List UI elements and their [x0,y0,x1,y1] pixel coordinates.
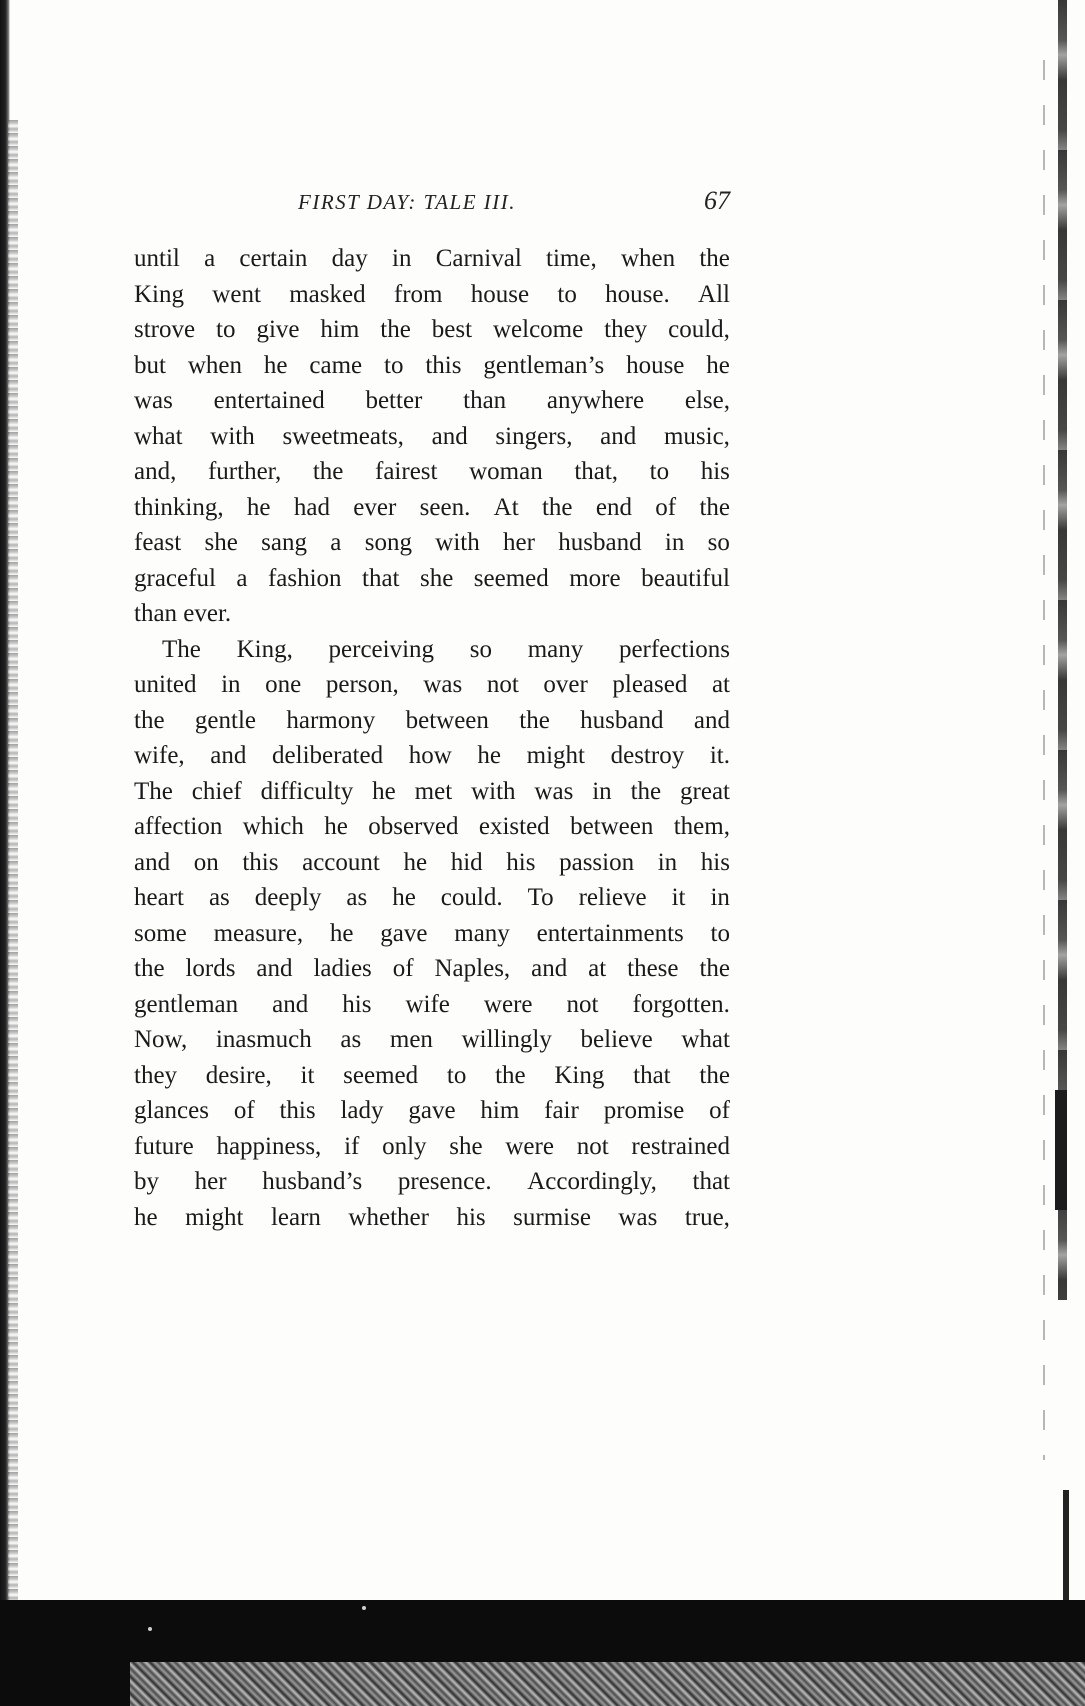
running-head [132,186,732,222]
text-line: wife, and deliberated how he might destroy it. [134,742,730,769]
text-line: strove to give him the best welcome they could, [134,316,730,343]
scan-speck [362,1606,366,1610]
text-line: some measure, he gave many entertainments to [134,919,730,947]
text-line: affection which he observed existed between them, [134,813,730,840]
scan-speck [148,1627,152,1631]
text-line: they desire, it seemed to the King that the [134,1061,730,1089]
text-line: feast she sang a song with her husband in so [134,529,730,556]
text-line: King went masked from house to house. All [134,280,730,308]
text-line: heart as deeply as he could. To relieve it in [134,884,730,911]
text-line: future happiness, if only she were not restrained [134,1132,730,1160]
text-line: what with sweetmeats, and singers, and music, [134,422,730,450]
scan-left-edge-fray [8,120,18,1600]
text-line: but when he came to this gentleman’s house he [134,351,730,379]
text-line: Now, inasmuch as men willingly believe what [134,1026,730,1053]
text-line: the gentle harmony between the husband and [134,706,730,734]
text-line: was entertained better than anywhere else, [134,387,730,414]
text-line: by her husband’s presence. Accordingly, that [134,1168,730,1195]
text-line: glances of this lady gave him fair promise of [134,1097,730,1124]
text-line: until a certain day in Carnival time, when the [134,245,730,272]
text-line: he might learn whether his surmise was true, [134,1203,730,1231]
text-line: united in one person, was not over pleased at [134,671,730,698]
text-line: than ever. [134,600,232,627]
page-number: 67 [704,186,730,215]
text-line: the lords and ladies of Naples, and at these the [134,955,730,982]
text-line: graceful a fashion that she seemed more beautiful [134,564,730,592]
body-text [134,241,730,1235]
text-line: and, further, the fairest woman that, to his [134,458,730,485]
running-title: FIRST DAY: TALE III. [298,190,517,214]
scan-right-edge-mark [1055,1090,1067,1210]
text-line: The chief difficulty he met with was in the great [134,777,730,805]
text-line: thinking, he had ever seen. At the end of the [134,493,730,521]
scan-right-edge-mark-lower [1063,1490,1069,1600]
text-line: gentleman and his wife were not forgotten. [134,990,730,1018]
scan-right-edge-line [1043,60,1045,1460]
text-line: and on this account he hid his passion in his [134,848,730,876]
text-line: The King, perceiving so many perfections [162,635,730,663]
scan-bottom-noise [130,1662,1085,1706]
